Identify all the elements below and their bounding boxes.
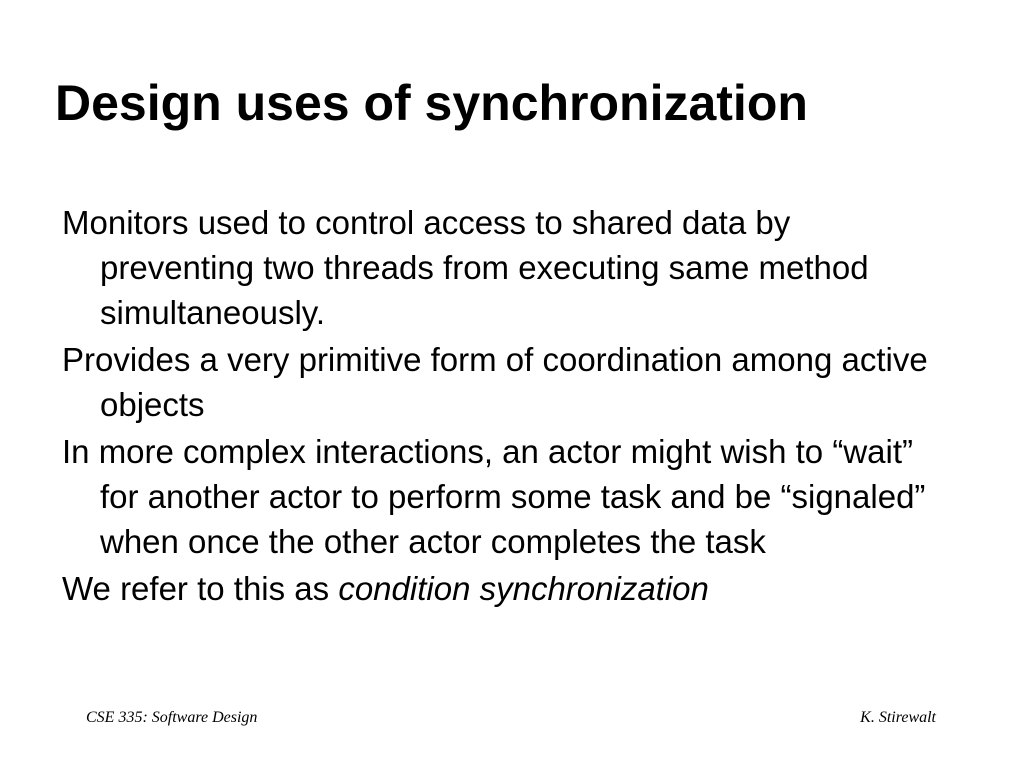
footer-course: CSE 335: Software Design [86,709,258,726]
bullet-item-1: Monitors used to control access to shared data by preventing two threads from executing same method simultaneously. [62,204,869,331]
footer-author: K. Stirewalt [860,709,936,726]
bullet-item-4-prefix: We refer to this as [62,570,339,607]
slide-title: Design uses of synchronization [55,75,808,131]
bullet-item-3: In more complex interactions, an actor might wish to “wait” for another actor to perform some task and be “signaled” when once the other actor completes the task [62,433,926,560]
bullet-list [62,200,942,611]
bullet-item-2: Provides a very primitive form of coordination among active objects [62,341,928,423]
bullet-item-4 [62,566,942,611]
bullet-item-4-emphasis: condition synchronization [338,570,709,607]
